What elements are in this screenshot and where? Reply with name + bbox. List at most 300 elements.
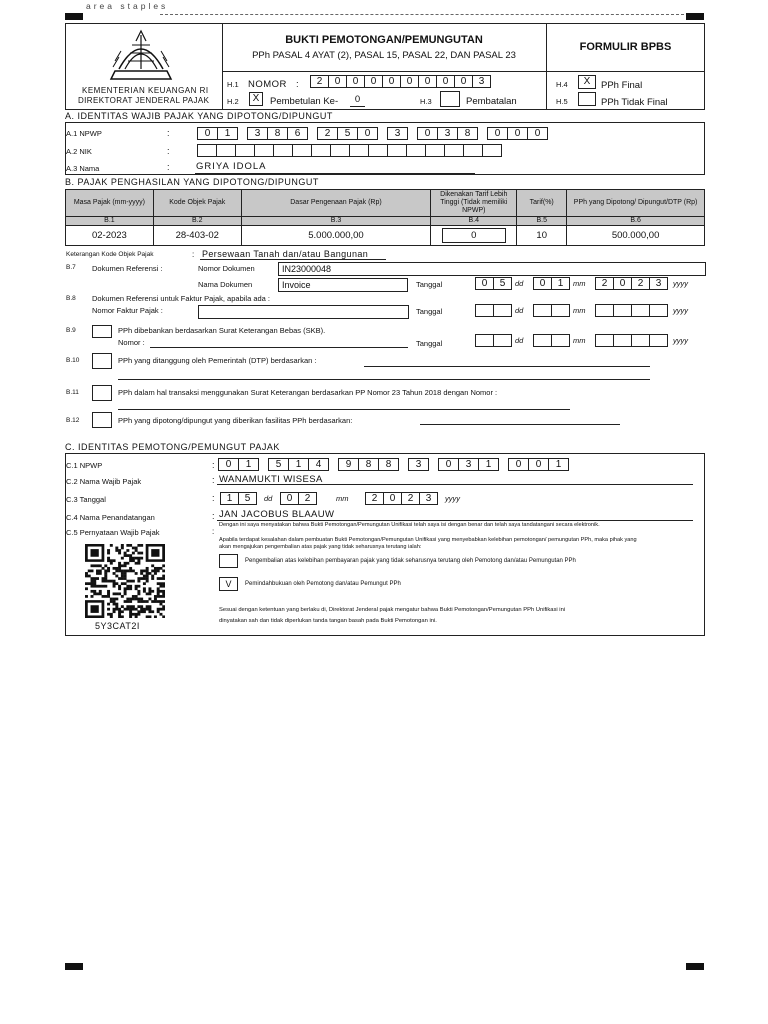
qr-module	[126, 570, 129, 573]
qr-module	[126, 562, 129, 565]
qr-module	[151, 570, 154, 573]
b9-nomor-underline[interactable]	[150, 347, 408, 348]
c2-nama-underline	[217, 484, 693, 485]
header-tarif: Tarif(%)	[517, 190, 567, 217]
nomor-digit: 0	[328, 75, 347, 88]
c4-colon: :	[212, 511, 215, 521]
qr-module	[93, 564, 96, 567]
qr-module	[88, 575, 91, 578]
b7-label: Dokumen Referensi :	[92, 264, 163, 273]
qr-module	[121, 615, 124, 618]
date-year-digit	[613, 304, 632, 317]
date-day-digit	[493, 304, 512, 317]
b12-checkbox[interactable]	[92, 412, 112, 428]
code-b2: B.2	[153, 217, 241, 226]
qr-module	[157, 608, 160, 611]
qr-module	[143, 575, 146, 578]
qr-module	[148, 598, 151, 601]
qr-module	[159, 582, 162, 585]
qr-module	[129, 610, 132, 613]
section-b-title: B. PAJAK PENGHASILAN YANG DIPOTONG/DIPUNGUT	[65, 177, 319, 187]
npwp-digit: 5	[337, 127, 358, 140]
npwp-digit: 0	[507, 127, 528, 140]
qr-module	[137, 605, 140, 608]
npwp-digit: 3	[408, 458, 429, 471]
qr-module	[99, 590, 102, 593]
qr-module	[121, 544, 124, 547]
date-year-digit: 2	[365, 492, 384, 505]
qr-module	[99, 592, 102, 595]
header-divider-form	[546, 23, 547, 110]
qr-module	[110, 544, 113, 547]
directorate-name: DIREKTORAT JENDERAL PAJAK	[78, 96, 210, 105]
qr-module	[135, 598, 138, 601]
nomor-dokumen-field[interactable]: IN23000048	[278, 262, 706, 276]
qr-code-image	[85, 544, 165, 618]
qr-module	[129, 544, 132, 547]
date-year-digit: 2	[595, 277, 614, 290]
qr-module	[121, 575, 124, 578]
yyyy-label: yyyy	[445, 494, 460, 503]
qr-module	[132, 613, 135, 616]
h4-code: H.4	[556, 80, 568, 89]
npwp-digit: 3	[458, 458, 479, 471]
qr-module	[148, 590, 151, 593]
qr-module	[99, 570, 102, 573]
qr-module	[124, 552, 127, 555]
qr-module	[91, 605, 99, 613]
qr-module	[162, 605, 165, 608]
qr-module	[135, 615, 138, 618]
qr-module	[113, 600, 116, 603]
qr-module	[113, 572, 116, 575]
nik-digit	[387, 144, 407, 157]
qr-module	[93, 592, 96, 595]
qr-module	[140, 598, 143, 601]
cell-tarif: 10	[517, 226, 567, 246]
date-day-digit: 0	[475, 277, 494, 290]
qr-module	[121, 582, 124, 585]
code-b1: B.1	[66, 217, 154, 226]
npwp-digit: 0	[357, 127, 378, 140]
qr-module	[104, 570, 107, 573]
qr-module	[146, 592, 149, 595]
qr-module	[129, 580, 132, 583]
qr-module	[137, 600, 140, 603]
mm-label: mm	[573, 279, 586, 288]
dd-label: dd	[515, 336, 524, 345]
qr-module	[121, 564, 124, 567]
nik-digit	[425, 144, 445, 157]
qr-module	[157, 592, 160, 595]
qr-module	[107, 592, 110, 595]
qr-module	[148, 610, 151, 613]
date-year-digit	[631, 334, 650, 347]
a3-colon: :	[167, 162, 170, 172]
code-b6: B.6	[567, 217, 705, 226]
qr-module	[104, 572, 107, 575]
a3-nama-underline	[195, 173, 475, 174]
c5-colon: :	[212, 527, 215, 536]
qr-module	[96, 572, 99, 575]
date-year-digit: 2	[401, 492, 420, 505]
b11-checkbox[interactable]	[92, 385, 112, 401]
nama-dokumen-field[interactable]: Invoice	[278, 278, 408, 292]
qr-module	[124, 590, 127, 593]
qr-module	[107, 595, 110, 598]
qr-module	[154, 598, 157, 601]
nomor-digit: 0	[400, 75, 419, 88]
qr-module	[115, 567, 118, 570]
pembatalan-label: Pembatalan	[466, 96, 517, 107]
qr-module	[135, 562, 138, 565]
qr-module	[121, 547, 124, 550]
qr-module	[118, 585, 121, 588]
qr-module	[121, 570, 124, 573]
nik-digit	[406, 144, 426, 157]
qr-module	[129, 567, 132, 570]
qr-module	[126, 580, 129, 583]
nomor-digit: 0	[454, 75, 473, 88]
qr-module	[146, 575, 149, 578]
c3-tanggal-label: C.3 Tanggal	[66, 495, 106, 504]
date-month-digit	[533, 304, 552, 317]
qr-module	[151, 600, 154, 603]
qr-module	[137, 598, 140, 601]
option-pemindahbukuan-checkbox[interactable]: V	[219, 577, 238, 591]
b12-code: B.12	[66, 417, 80, 424]
b9-tanggal-label: Tanggal	[416, 339, 443, 348]
qr-module	[140, 610, 143, 613]
qr-module	[118, 613, 121, 616]
qr-module	[159, 603, 162, 606]
qr-module	[143, 570, 146, 573]
footer-line-1: Sesuai dengan ketentuan yang berlaku di, Direktorat Jenderal pajak mengatur bahwa Bukti Pemotongan/Pemungutan PPh Unifikasi ini	[219, 607, 566, 613]
date-day-digit	[475, 334, 494, 347]
qr-module	[118, 615, 121, 618]
qr-module	[132, 580, 135, 583]
qr-module	[143, 608, 146, 611]
option-pengembalian-checkbox[interactable]	[219, 554, 238, 568]
pembatalan-checkbox[interactable]	[440, 91, 460, 107]
b12-underline[interactable]	[420, 424, 620, 425]
qr-module	[151, 564, 154, 567]
qr-module	[110, 562, 113, 565]
qr-module	[115, 605, 118, 608]
qr-module	[85, 572, 88, 575]
qr-module	[140, 608, 143, 611]
npwp-digit: 0	[438, 458, 459, 471]
b10-checkbox[interactable]	[92, 353, 112, 369]
qr-module	[110, 580, 113, 583]
section-a-title: A. IDENTITAS WAJIB PAJAK YANG DIPOTONG/DIPUNGUT	[65, 111, 333, 121]
qr-module	[162, 582, 165, 585]
b9-checkbox[interactable]	[92, 325, 112, 338]
qr-module	[146, 577, 149, 580]
qr-module	[99, 585, 102, 588]
qr-module	[162, 615, 165, 618]
code-b5: B.5	[517, 217, 567, 226]
qr-module	[126, 585, 129, 588]
qr-module	[157, 600, 160, 603]
qr-module	[91, 585, 94, 588]
qr-module	[126, 605, 129, 608]
header-kode-objek: Kode Objek Pajak	[153, 190, 241, 217]
qr-module	[110, 615, 113, 618]
qr-module	[115, 547, 118, 550]
qr-module	[137, 557, 140, 560]
qr-module	[154, 572, 157, 575]
qr-module	[110, 598, 113, 601]
qr-module	[102, 595, 105, 598]
b8-label: Dokumen Referensi untuk Faktur Pajak, apabila ada :	[92, 294, 271, 303]
qr-module	[107, 567, 110, 570]
ket-kode-underline	[200, 259, 386, 260]
qr-module	[93, 577, 96, 580]
qr-module	[129, 570, 132, 573]
qr-module	[88, 582, 91, 585]
c4-penandatangan-value: JAN JACOBUS BLAAUW	[219, 509, 335, 520]
date-day-digit	[493, 334, 512, 347]
nama-dokumen-label: Nama Dokumen	[198, 280, 253, 289]
qr-module	[118, 562, 121, 565]
qr-module	[151, 549, 159, 557]
npwp-digit: 8	[457, 127, 478, 140]
nomor-colon: :	[296, 79, 299, 90]
qr-module	[162, 595, 165, 598]
cell-kode-objek: 28-403-02	[153, 226, 241, 246]
date-year-digit	[595, 334, 614, 347]
qr-module	[151, 577, 154, 580]
npwp-digit: 3	[387, 127, 408, 140]
qr-module	[121, 595, 124, 598]
qr-module	[143, 587, 146, 590]
qr-module	[104, 564, 107, 567]
b11-underline[interactable]	[118, 409, 570, 410]
date-year-digit	[649, 304, 668, 317]
h3-code: H.3	[420, 97, 432, 106]
qr-module	[137, 559, 140, 562]
qr-module	[124, 592, 127, 595]
qr-module	[91, 570, 94, 573]
qr-module	[140, 570, 143, 573]
qr-module	[132, 557, 135, 560]
npwp-digit: 8	[358, 458, 379, 471]
nik-digit	[463, 144, 483, 157]
qr-module	[91, 580, 94, 583]
nomor-label: NOMOR	[248, 79, 287, 90]
header-tarif-lebih-tinggi: Dikenakan Tarif Lebih Tinggi (Tidak memiliki NPWP)	[431, 190, 517, 217]
qr-module	[113, 592, 116, 595]
npwp-digit: 2	[317, 127, 338, 140]
b8-nomor-label: Nomor Faktur Pajak :	[92, 306, 163, 315]
qr-module	[148, 605, 151, 608]
form-subtitle: PPh PASAL 4 AYAT (2), PASAL 15, PASAL 22, DAN PASAL 23	[252, 50, 516, 61]
qr-module	[115, 570, 118, 573]
a2-colon: :	[167, 146, 170, 156]
qr-module	[107, 559, 110, 562]
qr-module	[107, 570, 110, 573]
npwp-digit: 1	[288, 458, 309, 471]
date-year-digit	[649, 334, 668, 347]
b12-label: PPh yang dipotong/dipungut yang diberikan fasilitas PPh berdasarkan:	[118, 416, 353, 425]
cell-masa-pajak: 02-2023	[66, 226, 154, 246]
qr-module	[162, 570, 165, 573]
qr-module	[99, 564, 102, 567]
qr-module	[124, 570, 127, 573]
npwp-digit: 1	[217, 127, 238, 140]
npwp-digit: 3	[437, 127, 458, 140]
qr-module	[129, 598, 132, 601]
nik-digit	[349, 144, 369, 157]
nik-digit	[292, 144, 312, 157]
header-pph-dipotong: PPh yang Dipotong/ Dipungut/DTP (Rp)	[567, 190, 705, 217]
npwp-digit: 9	[338, 458, 359, 471]
qr-module	[91, 564, 94, 567]
qr-module	[162, 564, 165, 567]
a3-nama-value: GRIYA IDOLA	[196, 161, 267, 172]
h5-code: H.5	[556, 97, 568, 106]
b8-code: B.8	[66, 295, 76, 302]
qr-module	[162, 577, 165, 580]
statement-2: Apabila terdapat kesalahan dalam pembuatan Bukti Pemotongan/Pemungutan Unifikasi yang menyebabkan kelebihan pemotongan/ pemungutan PPh, maka pihak yang akan mengajukan pengembalian atas pajak yang tidak seharusnya terutang ialah:	[219, 537, 637, 550]
qr-module	[135, 557, 138, 560]
qr-module	[118, 608, 121, 611]
qr-module	[124, 572, 127, 575]
qr-module	[148, 592, 151, 595]
qr-module	[118, 610, 121, 613]
qr-module	[159, 608, 162, 611]
qr-module	[129, 559, 132, 562]
qr-module	[102, 585, 105, 588]
qr-module	[140, 572, 143, 575]
c2-colon: :	[212, 475, 215, 485]
qr-module	[91, 595, 94, 598]
npwp-digit: 0	[417, 127, 438, 140]
staples-label: area staples	[86, 1, 169, 11]
date-day-digit: 1	[220, 492, 239, 505]
qr-module	[140, 605, 143, 608]
nomor-faktur-field[interactable]	[198, 305, 409, 319]
qr-module	[126, 549, 129, 552]
nomor-digit: 0	[436, 75, 455, 88]
qr-module	[126, 587, 129, 590]
nomor-digit: 0	[418, 75, 437, 88]
npwp-digit: 8	[267, 127, 288, 140]
qr-module	[148, 587, 151, 590]
qr-module	[107, 603, 110, 606]
b9-nomor-label: Nomor :	[118, 338, 145, 347]
qr-module	[91, 590, 94, 593]
qr-module	[140, 544, 143, 547]
qr-module	[146, 605, 149, 608]
npwp-digit: 4	[308, 458, 329, 471]
qr-module	[121, 572, 124, 575]
qr-module	[107, 608, 110, 611]
npwp-digit: 0	[487, 127, 508, 140]
date-day-digit: 5	[238, 492, 257, 505]
qr-module	[157, 567, 160, 570]
b10-underline-2[interactable]	[118, 379, 650, 380]
qr-module	[93, 580, 96, 583]
qr-module	[135, 572, 138, 575]
qr-module	[140, 600, 143, 603]
qr-module	[115, 592, 118, 595]
ket-kode-label: Keterangan Kode Objek Pajak	[66, 251, 154, 258]
qr-module	[148, 572, 151, 575]
qr-module	[132, 605, 135, 608]
tarif-lebih-tinggi-box: 0	[442, 228, 506, 243]
qr-module	[132, 547, 135, 550]
nomor-digit: 0	[364, 75, 383, 88]
date-month-digit	[533, 334, 552, 347]
qr-module	[154, 570, 157, 573]
qr-module	[132, 570, 135, 573]
ket-kode-colon: :	[192, 250, 195, 259]
ministry-logo-icon	[105, 27, 177, 85]
date-month-digit: 2	[298, 492, 317, 505]
qr-module	[110, 559, 113, 562]
qr-module	[137, 577, 140, 580]
b7-tanggal-label: Tanggal	[416, 280, 443, 289]
pph-tidak-final-checkbox[interactable]	[578, 92, 596, 106]
qr-module	[129, 585, 132, 588]
qr-module	[135, 547, 138, 550]
qr-module	[148, 615, 151, 618]
qr-module	[113, 559, 116, 562]
c2-nama-value: WANAMUKTI WISESA	[219, 474, 323, 485]
pembetulan-label: Pembetulan Ke-	[270, 96, 339, 107]
qr-module	[91, 549, 99, 557]
qr-module	[99, 572, 102, 575]
qr-module	[121, 577, 124, 580]
ket-kode-value: Persewaan Tanah dan/atau Bangunan	[202, 249, 369, 259]
form-title: BUKTI PEMOTONGAN/PEMUNGUTAN	[285, 34, 483, 46]
yyyy-label: yyyy	[673, 279, 688, 288]
nik-digit	[273, 144, 293, 157]
b9-label: PPh dibebankan berdasarkan Surat Keterangan Bebas (SKB).	[118, 326, 326, 335]
qr-module	[85, 575, 88, 578]
npwp-digit: 1	[548, 458, 569, 471]
qr-module	[143, 610, 146, 613]
nik-digit	[444, 144, 464, 157]
qr-module	[157, 577, 160, 580]
nik-digit	[254, 144, 274, 157]
qr-module	[126, 600, 129, 603]
qr-module	[124, 562, 127, 565]
qr-module	[154, 567, 157, 570]
staple-marker-top-right	[686, 13, 704, 20]
qr-module	[157, 582, 160, 585]
staple-marker-top-left	[65, 13, 83, 20]
qr-module	[121, 605, 124, 608]
dd-label: dd	[515, 279, 524, 288]
qr-module	[107, 580, 110, 583]
date-month-digit: 1	[551, 277, 570, 290]
code-b3: B.3	[241, 217, 431, 226]
qr-module	[135, 585, 138, 588]
qr-module	[129, 587, 132, 590]
pph-final-checkbox[interactable]: X	[578, 75, 596, 89]
qr-module	[115, 582, 118, 585]
b10-underline-1[interactable]	[364, 366, 650, 367]
pembetulan-checkbox[interactable]: X	[249, 92, 263, 106]
qr-module	[113, 582, 116, 585]
corner-marker-bottom-left	[65, 963, 83, 970]
qr-module	[104, 580, 107, 583]
qr-module	[143, 600, 146, 603]
qr-module	[115, 598, 118, 601]
